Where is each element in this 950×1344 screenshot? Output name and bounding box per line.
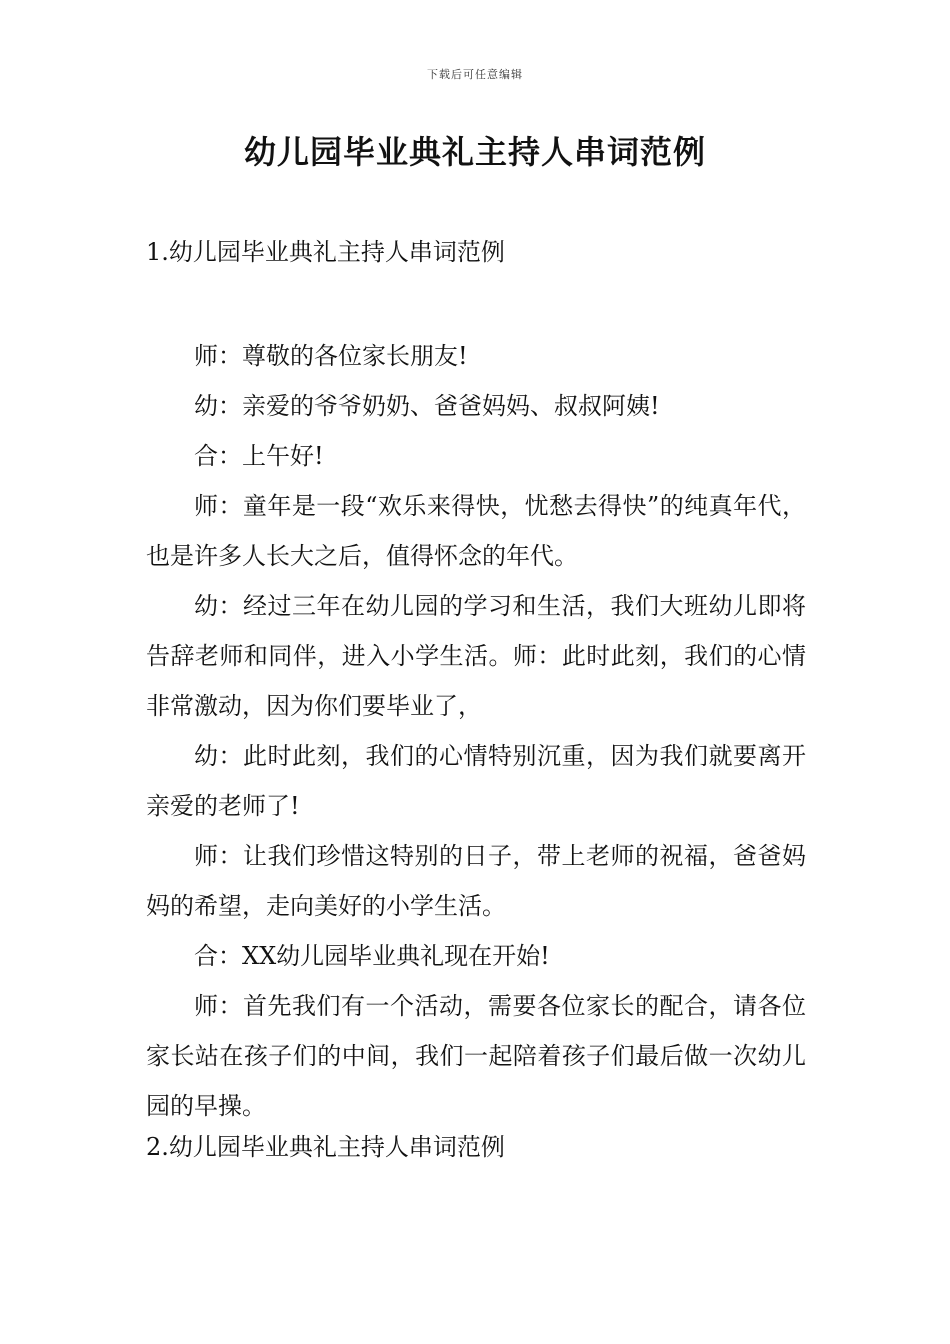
section-heading-2: 2.幼儿园毕业典礼主持人串词范例: [146, 1133, 505, 1161]
download-note: 下载后可任意编辑: [427, 68, 523, 81]
script-line: 师：首先我们有一个活动，需要各位家长的配合，请各位家长站在孩子们的中间，我们一起陪着孩子们最后做一次幼儿园的早操。: [146, 992, 806, 1120]
script-line: 幼：此时此刻，我们的心情特别沉重，因为我们就要离开亲爱的老师了!: [146, 742, 806, 820]
script-line: 师：童年是一段“欢乐来得快，忧愁去得快”的纯真年代，也是许多人长大之后，值得怀念的年代。: [146, 492, 806, 570]
script-line: 师：让我们珍惜这特别的日子，带上老师的祝福，爸爸妈妈的希望，走向美好的小学生活。: [146, 842, 806, 920]
script-line: 幼：亲爱的爷爷奶奶、爸爸妈妈、叔叔阿姨!: [194, 392, 660, 420]
script-line: 合：XX幼儿园毕业典礼现在开始!: [194, 942, 550, 970]
document-title: 幼儿园毕业典礼主持人串词范例: [243, 133, 706, 171]
script-body: [146, 331, 806, 1131]
script-line: 幼：经过三年在幼儿园的学习和生活，我们大班幼儿即将告辞老师和同伴，进入小学生活。师：此时此刻，我们的心情非常激动，因为你们要毕业了，: [146, 592, 806, 720]
script-line: 师：尊敬的各位家长朋友!: [194, 342, 468, 370]
section-heading-1: 1.幼儿园毕业典礼主持人串词范例: [146, 238, 505, 266]
script-line: 合：上午好!: [194, 442, 324, 470]
